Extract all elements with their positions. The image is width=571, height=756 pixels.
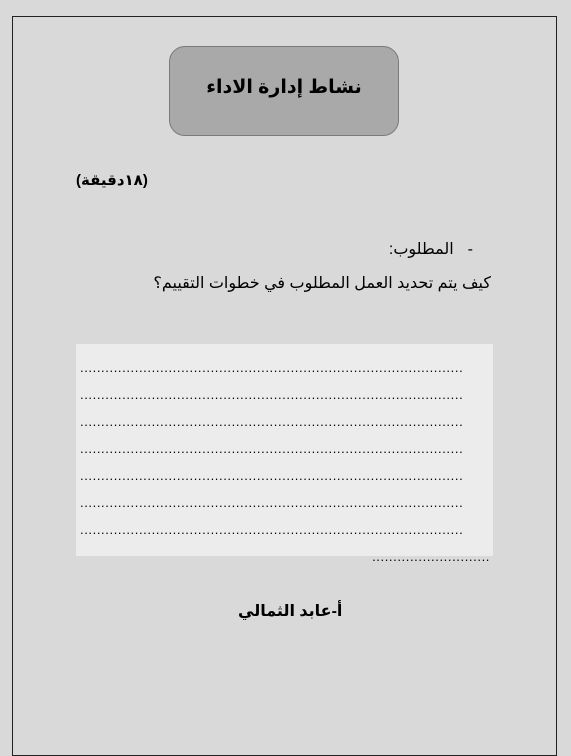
answer-line[interactable]: ............................	[372, 549, 490, 564]
duration-label: (١٨دقيقة)	[76, 172, 148, 189]
task-question: كيف يتم تحديد العمل المطلوب في خطوات التقييم؟	[153, 275, 491, 292]
title-box	[169, 46, 399, 136]
author-name: أ-عابد الثمالي	[238, 603, 343, 620]
answer-line[interactable]: ...........................................................................................	[80, 387, 464, 402]
answer-line[interactable]: ...........................................................................................	[80, 522, 464, 537]
bullet-dash: -	[467, 241, 473, 258]
answer-line[interactable]: ...........................................................................................	[80, 414, 464, 429]
answer-area[interactable]	[76, 344, 493, 564]
answer-line[interactable]: ...........................................................................................	[80, 360, 464, 375]
task-label: المطلوب:	[388, 241, 454, 258]
task-required-heading	[389, 239, 473, 259]
answer-line[interactable]: ...........................................................................................	[80, 495, 464, 510]
answer-line[interactable]: ...........................................................................................	[80, 468, 464, 483]
page-title: نشاط إدارة الاداء	[206, 76, 362, 98]
answer-line[interactable]: ...........................................................................................	[80, 441, 464, 456]
